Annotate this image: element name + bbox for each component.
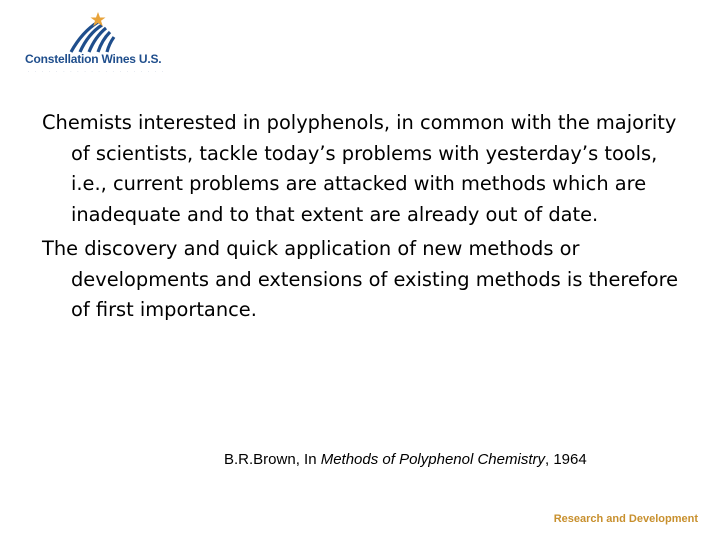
logo-wordmark: Constellation Wines U.S. (25, 52, 162, 66)
citation-author: B.R.Brown, In (224, 451, 321, 468)
quote-paragraph-2: The discovery and quick application of new methods or developments and extensions of existing methods is therefore of first importance. (42, 237, 679, 321)
logo-tagline-decoration: · · · · · · · · · · · · · · · · · · · · (28, 69, 166, 74)
company-logo (22, 10, 166, 80)
quote-paragraph-1: Chemists interested in polyphenols, in common with the majority of scientists, tackle today’s problems with yesterday’s tools, i.e., current problems are attacked with methods which are inadequate and to that extent are already out of date. (42, 111, 677, 226)
quote-body (42, 108, 692, 326)
citation (224, 451, 587, 468)
logo-star-arcs-icon (68, 10, 132, 54)
citation-year: , 1964 (544, 451, 587, 468)
citation-work-title: Methods of Polyphenol Chemistry (320, 451, 545, 468)
footer-department-label: Research and Development (553, 513, 698, 525)
